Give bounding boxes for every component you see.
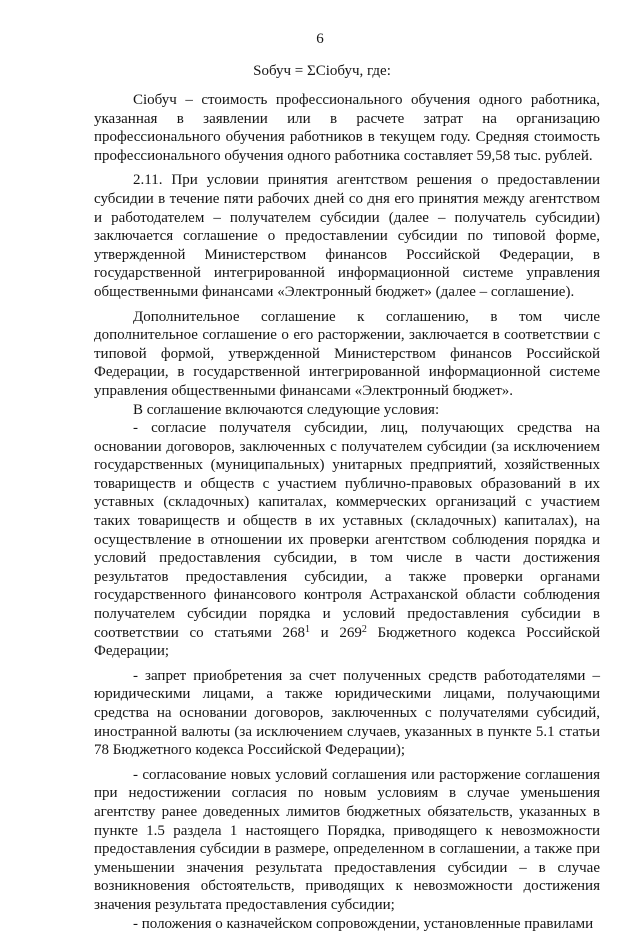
body-text <box>94 91 600 933</box>
condition-currency-ban: - запрет приобретения за счет полученных средств работодателями – юридическими лицами, а также юридическими лицами, получающими средства на основании договоров, заключенных с получателями субсидий, иностранной валюты (за исключением случаев, указанных в пункте 5.1 статьи 78 Бюджетного кодекса Российской Федерации); <box>94 667 600 759</box>
paragraph-2-11: 2.11. При условии принятия агентством решения о предоставлении субсидии в течение пяти рабочих дней со дня его принятия между агентством и работодателем – получателем субсидии (далее – получатель субсидии) заключается соглашение о предоставлении субсидии по типовой форме, утвержденной Министерством финансов Российской Федерации, в государственной интегрированной информационной системе управления общественными финансами «Электронный бюджет» (далее – соглашение). <box>94 172 600 300</box>
paragraph-conditions-intro: В соглашение включаются следующие условия: <box>133 401 440 418</box>
page-number: 6 <box>316 31 324 47</box>
superscript-1: 1 <box>304 623 310 635</box>
condition-treasury-support: - положения о казначейском сопровождении, установленные правилами <box>133 915 594 932</box>
paragraph-cost-definition: Ciобуч – стоимость профессионального обучения одного работника, указанная в заявлении или в расчете затрат на организацию профессионального обучения работников в текущем году. Средняя стоимость профессионального обучения одного работника составляет 59,58 тыс. рублей. <box>94 92 600 164</box>
condition-new-terms: - согласование новых условий соглашения или расторжение соглашения при недостижении согласия по новым условиям в случае уменьшения агентству ранее доведенных лимитов бюджетных обязательств, указанных в пункте 1.5 раздела 1 настоящего Порядка, приводящего к невозможности предоставления субсидии в размере, определенном в соглашении, а также при уменьшении значения результата предоставления субсидии – в случае возникновения обстоятельств, приводящих к невозможности достижения значения результата предоставления субсидии; <box>94 766 600 913</box>
formula-line: Sобуч = ΣCiобуч, где: <box>253 63 391 79</box>
condition-consent-text-middle: и 269 <box>309 624 362 641</box>
condition-consent-text-end: Бюджетного кодекса Российской Федерации; <box>94 624 601 660</box>
superscript-2: 2 <box>361 623 367 635</box>
condition-consent-to-audit <box>94 419 600 661</box>
condition-consent-text: - согласие получателя субсидии, лиц, получающих средства на основании договоров, заключенных с получателем субсидии (за исключением государственных (муниципальных) унитарных предприятий, хозяйственных товариществ и обществ с участием публично-правовых образований в их уставных (складочных) капиталах, коммерческих организаций с участием таких товариществ и обществ в их уставных (складочных) капиталах), на осуществление в отношении их проверки агентством соблюдения порядка и условий предоставления субсидии, в том числе в части достижения результатов предоставления субсидии, а также проверки органами государственного финансового контроля Астраханской области соблюдения получателем субсидии порядка и условий предоставления субсидии в соответствии со статьями 268 <box>94 420 600 641</box>
paragraph-additional-agreement: Дополнительное соглашение к соглашению, в том числе дополнительное соглашение о его расторжении, заключается в соответствии с типовой формой, утвержденной Министерством финансов Российской Федерации, в государственной интегрированной информационной системе управления общественными финансами «Электронный бюджет». <box>94 308 600 399</box>
